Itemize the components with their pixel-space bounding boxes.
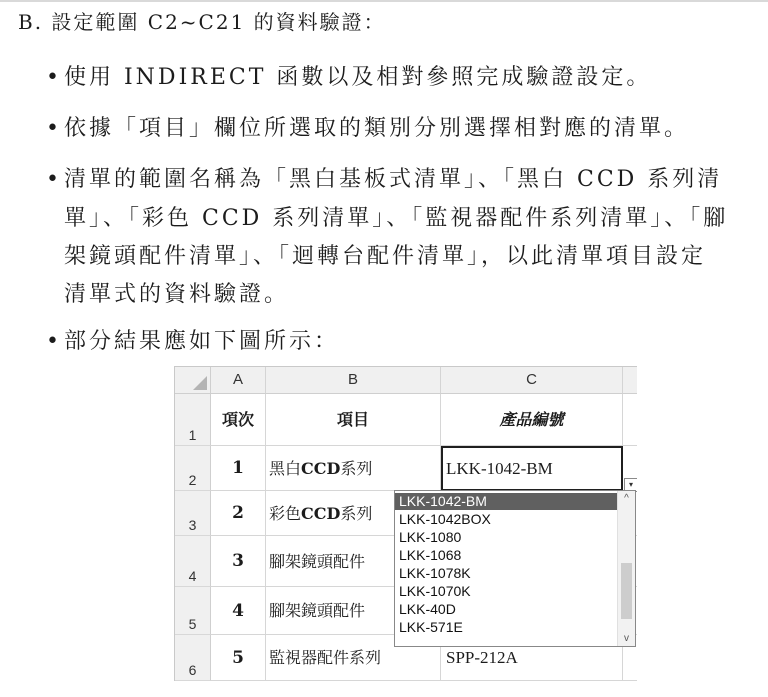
column-header-b[interactable]: B [266, 367, 441, 394]
dropdown-option[interactable]: LKK-1042-BM [395, 493, 617, 510]
row-header-6[interactable]: 6 [175, 635, 211, 681]
cell-b2[interactable]: 黑白CCD系列 [266, 446, 441, 491]
cell-a6[interactable]: 5 [211, 635, 266, 681]
bullet-text: 清單的範圍名稱為「黑白基板式清單」、「黑白 CCD 系列清 [64, 167, 723, 192]
cell-b3[interactable]: 彩色CCD系列 [266, 491, 441, 536]
cell-d1[interactable] [623, 394, 637, 446]
dropdown-option[interactable]: LKK-40D [399, 601, 456, 617]
cell-b6[interactable]: 監視器配件系列 [266, 635, 441, 681]
dropdown-option[interactable]: LKK-1070K [399, 583, 471, 599]
bullet-dot: • [46, 116, 62, 141]
bullet-item-3 [46, 162, 722, 193]
bullet-item-4 [46, 324, 339, 355]
dropdown-option[interactable]: LKK-1042BOX [399, 511, 491, 527]
cell-b4[interactable]: 腳架鏡頭配件 [266, 536, 441, 587]
bullet-text: 依據「項目」欄位所選取的類別分別選擇相對應的清單。 [64, 116, 690, 141]
chevron-down-icon: ▾ [628, 480, 633, 489]
scroll-thumb[interactable] [621, 563, 632, 619]
cell-c6[interactable]: SPP-212A [441, 635, 623, 681]
cell-c1[interactable]: 產品編號 [441, 394, 623, 446]
column-header-c[interactable]: C [441, 367, 623, 394]
cell-b1[interactable]: 項目 [266, 394, 441, 446]
bullet-3-line-2: 單」、「彩色 CCD 系列清單」、「監視器配件系列清單」、「腳 [64, 206, 729, 231]
cell-a5[interactable]: 4 [211, 587, 266, 635]
column-header-a[interactable]: A [211, 367, 266, 394]
row-header-1[interactable]: 1 [175, 394, 211, 446]
dropdown-option[interactable]: LKK-571E [399, 619, 463, 635]
cell-c2[interactable]: LKK-1042-BM [441, 446, 623, 491]
bullet-item-2 [46, 111, 689, 142]
scroll-up-icon[interactable]: ^ [624, 493, 629, 504]
row-header-4[interactable]: 4 [175, 536, 211, 587]
scroll-down-icon[interactable]: v [624, 633, 629, 644]
row-header-5[interactable]: 5 [175, 587, 211, 635]
dropdown-scrollbar[interactable] [617, 491, 635, 646]
bullet-item-1 [46, 60, 651, 91]
section-heading: B. 設定範圍 C2~C21 的資料驗證： [18, 10, 386, 34]
dropdown-option[interactable]: LKK-1068 [399, 547, 462, 563]
cell-a4[interactable]: 3 [211, 536, 266, 587]
cell-a3[interactable]: 2 [211, 491, 266, 536]
bullet-text: 使用 INDIRECT 函數以及相對參照完成驗證設定。 [64, 65, 652, 90]
top-rule [0, 0, 768, 2]
cell-a1[interactable]: 項次 [211, 394, 266, 446]
cell-b5[interactable]: 腳架鏡頭配件 [266, 587, 441, 635]
bullet-text: 部分結果應如下圖所示： [64, 329, 340, 354]
dropdown-option[interactable]: LKK-1078K [399, 565, 471, 581]
select-all-corner[interactable] [175, 367, 211, 394]
bullet-dot: • [46, 167, 62, 192]
column-header-d[interactable] [623, 367, 637, 394]
bullet-3-line-3: 架鏡頭配件清單」、「迴轉台配件清單」，以此清單項目設定 [64, 244, 707, 269]
row-header-3[interactable]: 3 [175, 491, 211, 536]
row-header-2[interactable]: 2 [175, 446, 211, 491]
bullet-dot: • [46, 329, 62, 354]
validation-dropdown-list[interactable] [394, 490, 636, 647]
cell-a2[interactable]: 1 [211, 446, 266, 491]
dropdown-option[interactable]: LKK-1080 [399, 529, 462, 545]
bullet-dot: • [46, 65, 62, 90]
bullet-3-line-4: 清單式的資料驗證。 [64, 282, 290, 307]
